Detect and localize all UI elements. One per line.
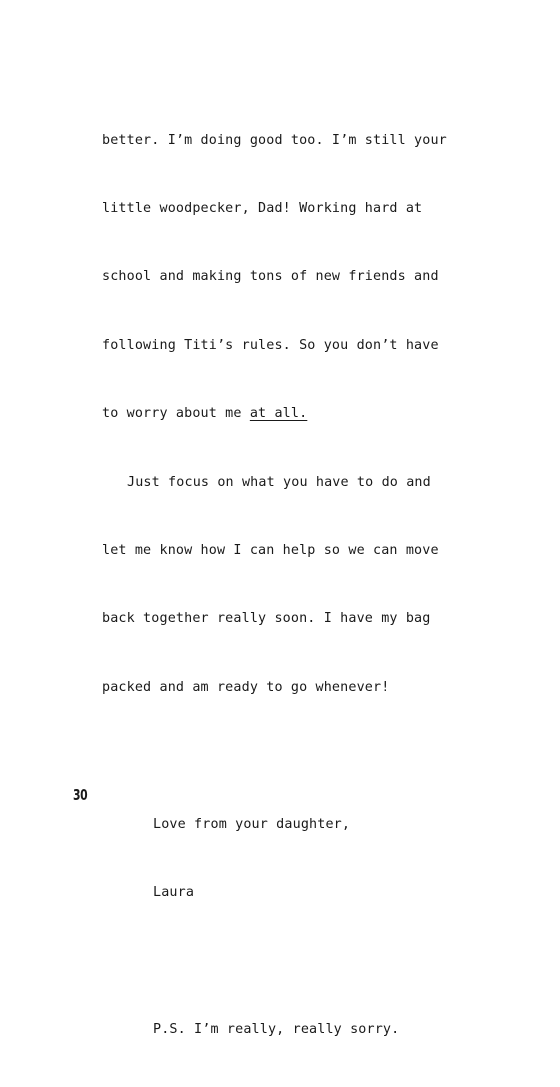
underlined-emphasis: at all.	[249, 406, 308, 422]
paragraph-line: packed and am ready to go whenever!	[102, 679, 390, 695]
page-number: 30	[73, 786, 88, 804]
paragraph-line: Just focus on what you have to do and	[127, 474, 431, 490]
letter-line: school and making tons of new friends and	[102, 269, 439, 285]
letter-signature: Laura	[153, 884, 195, 900]
blank-line	[102, 950, 462, 973]
letter-closing: Love from your daughter,	[153, 816, 351, 832]
letter-line: little woodpecker, Dad! Working hard at	[102, 200, 423, 216]
letter-line: better. I’m doing good too. I’m still your	[102, 132, 447, 148]
letter-text	[102, 84, 462, 1087]
paragraph-line: back together really soon. I have my bag	[102, 611, 431, 627]
letter-line-prefix: to worry about me	[102, 406, 250, 422]
blank-line	[102, 745, 462, 768]
letter-postscript: P.S. I’m really, really sorry.	[153, 1021, 400, 1037]
letter-line	[102, 403, 462, 426]
letter-line: following Titi’s rules. So you don’t have	[102, 337, 439, 353]
paragraph-line: let me know how I can help so we can move	[102, 542, 439, 558]
